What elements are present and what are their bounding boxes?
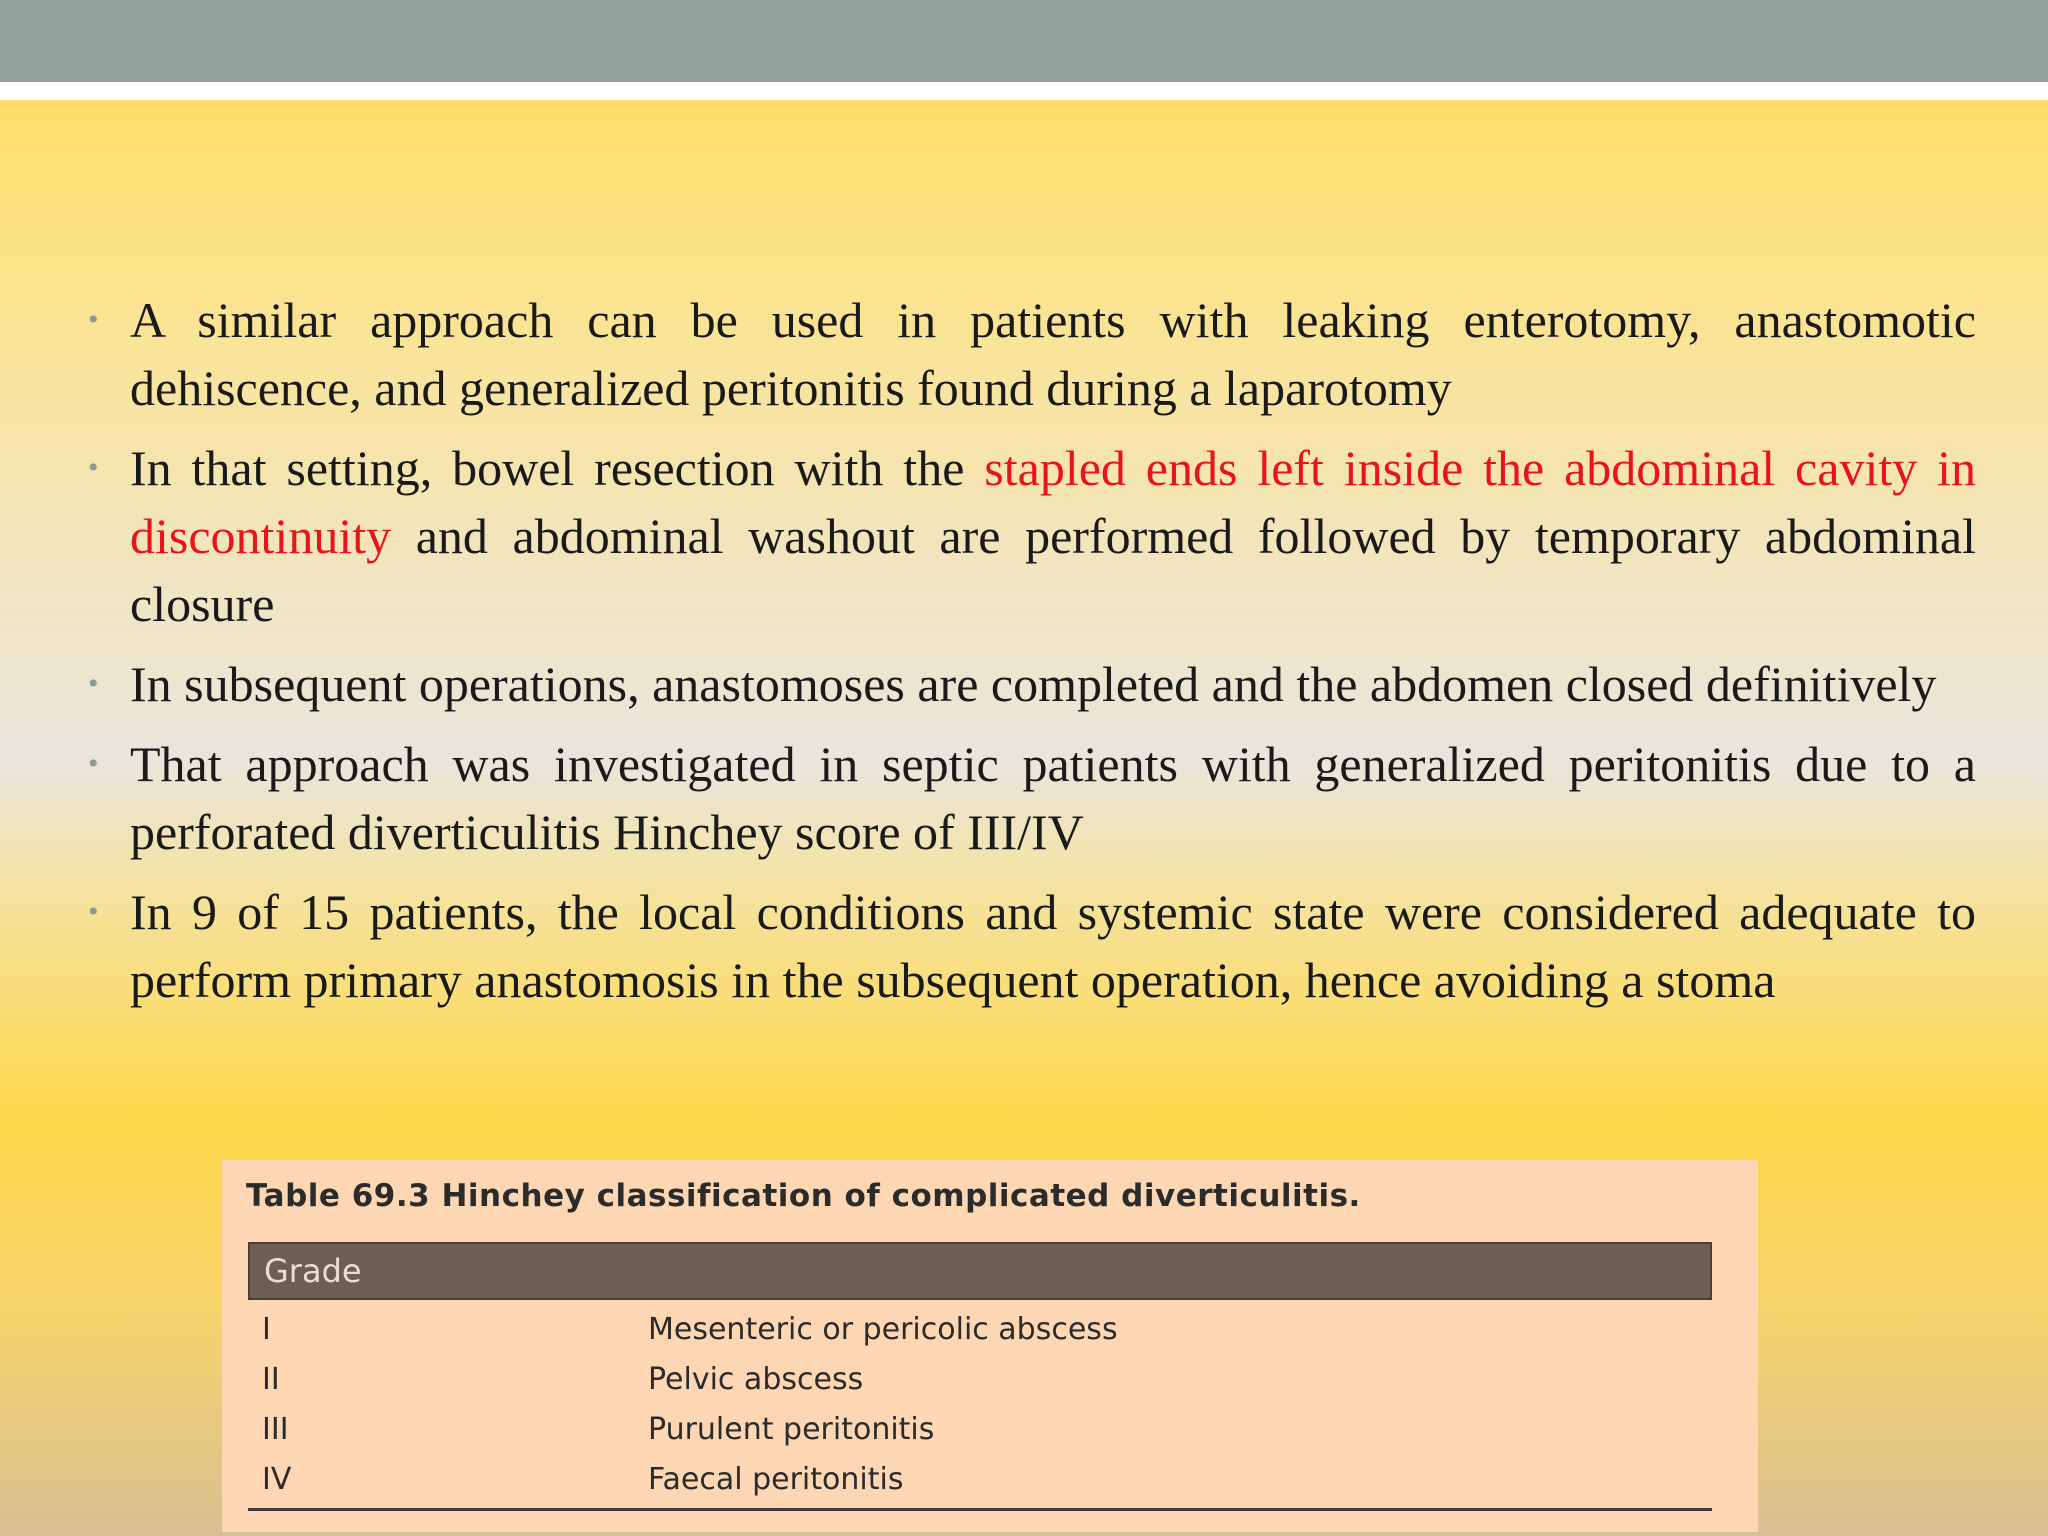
bullet-dot-icon: • — [88, 895, 99, 928]
bullet-text: In that setting, bowel resection with the — [130, 440, 985, 496]
bullet-text: A similar approach can be used in patients with leaking enterotomy, anastomotic dehiscence, and generalized peritonitis found during a laparotomy — [130, 292, 1976, 416]
bullet-text: In subsequent operations, anastomoses are completed and the abdomen closed definitively — [130, 656, 1937, 712]
bullet-list — [86, 286, 1976, 1026]
bullet-dot-icon: • — [88, 303, 99, 336]
table-row — [262, 1312, 1702, 1362]
table-cell-description: Pelvic abscess — [648, 1362, 864, 1397]
table-header — [248, 1242, 1712, 1300]
table-caption: Table 69.3 Hinchey classification of complicated diverticulitis. — [246, 1178, 1361, 1214]
table-cell-description: Purulent peritonitis — [648, 1412, 935, 1447]
hinchey-table — [222, 1160, 1758, 1532]
table-row — [262, 1412, 1702, 1462]
bullet-text: That approach was investigated in septic patients with generalized peritonitis due to a perforated diverticulitis Hinchey score of III/IV — [130, 736, 1976, 860]
table-cell-grade: III — [262, 1412, 289, 1447]
bullet-item — [86, 286, 1976, 422]
bullet-item — [86, 730, 1976, 866]
bullet-item — [86, 434, 1976, 638]
table-cell-description: Mesenteric or pericolic abscess — [648, 1312, 1118, 1347]
table-cell-grade: II — [262, 1362, 280, 1397]
table-row — [262, 1462, 1702, 1512]
bullet-item — [86, 650, 1976, 718]
table-row — [262, 1362, 1702, 1412]
table-cell-description: Faecal peritonitis — [648, 1462, 904, 1497]
table-header-grade: Grade — [264, 1252, 362, 1290]
slide-top-divider — [0, 82, 2048, 100]
table-cell-grade: I — [262, 1312, 271, 1347]
table-bottom-rule — [248, 1508, 1712, 1511]
slide-top-bar — [0, 0, 2048, 82]
bullet-highlight-text: stapled ends left inside the abdominal cavity in discontinuity — [130, 440, 1976, 564]
bullet-dot-icon: • — [88, 667, 99, 700]
bullet-item — [86, 878, 1976, 1014]
table-cell-grade: IV — [262, 1462, 292, 1497]
bullet-dot-icon: • — [88, 747, 99, 780]
bullet-text: In 9 of 15 patients, the local conditions and systemic state were considered adequate to perform primary anastomosis in the subsequent operation, hence avoiding a stoma — [130, 884, 1976, 1008]
bullet-dot-icon: • — [88, 451, 99, 484]
bullet-text: and abdominal washout are performed followed by temporary abdominal closure — [130, 508, 1976, 632]
